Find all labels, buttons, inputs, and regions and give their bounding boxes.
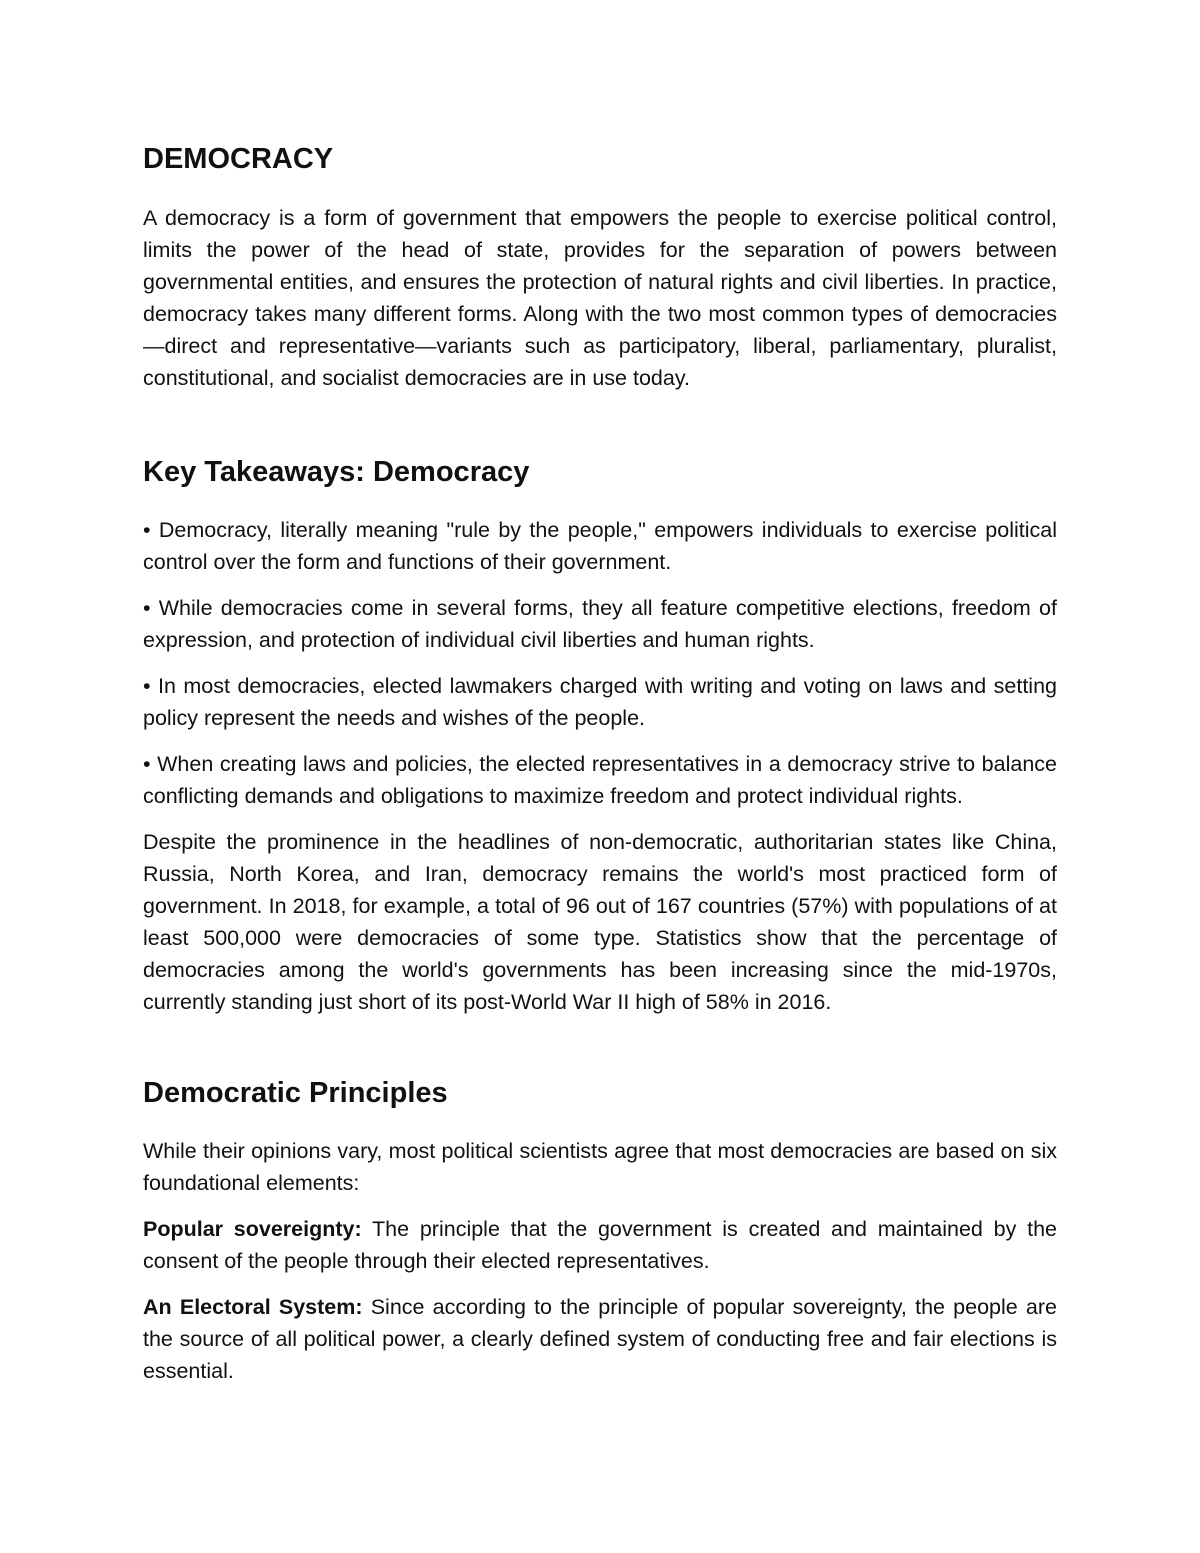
section-spacer bbox=[143, 1018, 1057, 1073]
principles-intro: While their opinions vary, most political scientists agree that most democracies are based on six foundational elements: bbox=[143, 1139, 1057, 1195]
principle-electoral-system bbox=[143, 1291, 1057, 1387]
principle-text: Since according to the principle of popular sovereignty, the people are the source of all political power, a clearly defined system of conducting free and fair elections is essential. bbox=[143, 1295, 1057, 1383]
principle-popular-sovereignty bbox=[143, 1213, 1057, 1277]
principle-text: The principle that the government is created and maintained by the consent of the people through their elected representatives. bbox=[143, 1217, 1057, 1273]
intro-paragraph: A democracy is a form of government that empowers the people to exercise political control, limits the power of the head of state, provides for the separation of powers between governmental entities, and ensures the protection of natural rights and civil liberties. In practice, democracy takes many different forms. Along with the two most common types of democracies—direct and representative—variants such as participatory, liberal, parliamentary, pluralist, constitutional, and socialist democracies are in use today. bbox=[143, 206, 1057, 390]
principle-term: An Electoral System: bbox=[143, 1295, 363, 1319]
takeaway-bullet: • While democracies come in several forms, they all feature competitive elections, freedom of expression, and protection of individual civil liberties and human rights. bbox=[143, 596, 1057, 652]
document-title: DEMOCRACY bbox=[143, 143, 334, 175]
section-spacer bbox=[143, 394, 1057, 452]
takeaway-bullet: • In most democracies, elected lawmakers charged with writing and voting on laws and setting policy represent the needs and wishes of the people. bbox=[143, 674, 1057, 730]
democratic-principles-heading: Democratic Principles bbox=[143, 1077, 448, 1109]
document-page bbox=[143, 138, 1057, 1401]
statistics-paragraph: Despite the prominence in the headlines of non-democratic, authoritarian states like China, Russia, North Korea, and Iran, democracy remains the world's most practiced form of government. In 2018, for example, a total of 96 out of 167 countries (57%) with populations of at least 500,000 were democracies of some type. Statistics show that the percentage of democracies among the world's governments has been increasing since the mid-1970s, currently standing just short of its post-World War II high of 58% in 2016. bbox=[143, 830, 1057, 1014]
takeaway-bullet: • Democracy, literally meaning "rule by the people," empowers individuals to exercise political control over the form and functions of their government. bbox=[143, 518, 1057, 574]
principle-term: Popular sovereignty: bbox=[143, 1217, 362, 1241]
key-takeaways-heading: Key Takeaways: Democracy bbox=[143, 456, 530, 488]
takeaway-bullet: • When creating laws and policies, the elected representatives in a democracy strive to balance conflicting demands and obligations to maximize freedom and protect individual rights. bbox=[143, 752, 1057, 808]
